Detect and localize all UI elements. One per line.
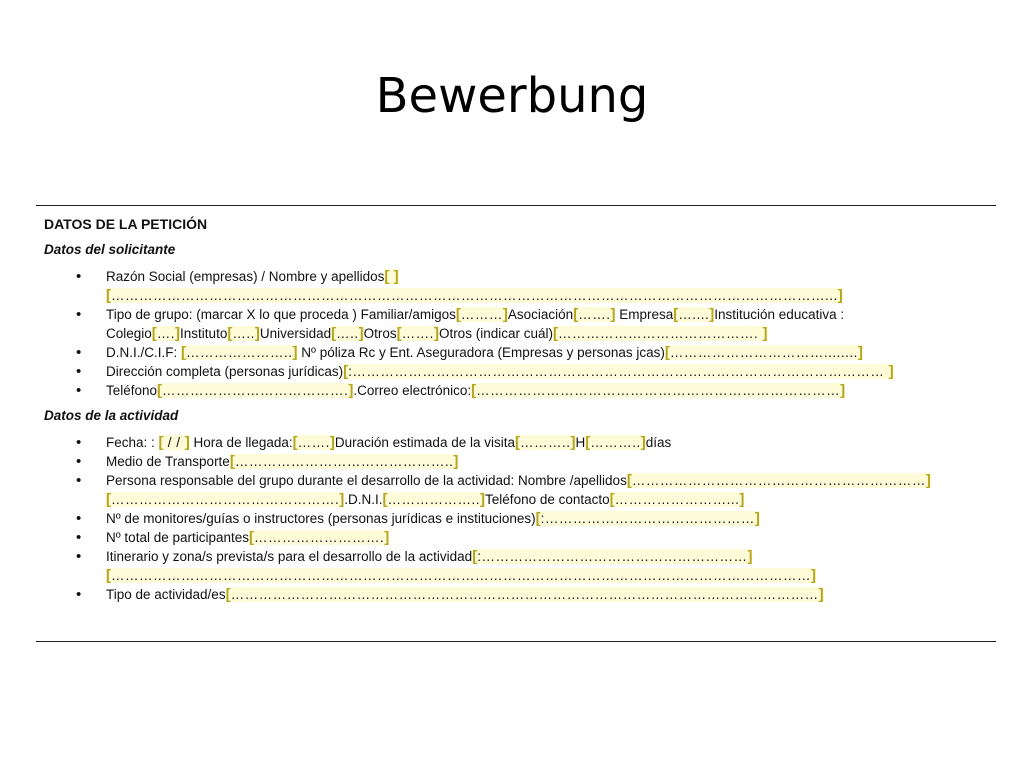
- field-bracket-close: ]: [393, 268, 399, 285]
- field-value: …....: [678, 307, 710, 322]
- field-label: Universidad: [259, 326, 332, 341]
- fill-in-field[interactable]: [249, 530, 389, 545]
- fill-in-field[interactable]: [665, 345, 863, 360]
- field-bracket-close: ]: [837, 287, 843, 304]
- field-bracket-close: ]: [254, 325, 260, 342]
- field-line: [106, 490, 994, 509]
- fill-in-field[interactable]: [627, 473, 931, 488]
- form-field-item: [106, 343, 994, 362]
- field-label: Instituto: [180, 326, 228, 341]
- field-bracket-open: [: [227, 325, 233, 342]
- field-line: [106, 471, 994, 490]
- field-value: ………………………………………………………………………………………………………………………………………...: [111, 288, 838, 303]
- field-bracket-open: [: [626, 472, 632, 489]
- field-label: Tipo de actividad/es: [106, 587, 226, 602]
- field-line: [106, 305, 994, 324]
- field-label: Colegio: [106, 326, 152, 341]
- field-value: …………………..: [186, 345, 293, 360]
- field-label: Medio de Transporte: [106, 454, 230, 469]
- form-field-item: [106, 509, 994, 528]
- fill-in-field[interactable]: [673, 307, 714, 322]
- field-value: ………………………………………………………………………………………………………………: [230, 587, 819, 602]
- fill-in-field[interactable]: [536, 511, 760, 526]
- fill-in-field[interactable]: [573, 307, 615, 322]
- field-label: días: [645, 435, 672, 450]
- form-field-item: [106, 305, 994, 343]
- field-bracket-open: [: [225, 586, 231, 603]
- field-label: Nº total de participantes: [106, 530, 250, 545]
- field-bracket-open: [: [292, 434, 298, 451]
- fill-in-field[interactable]: [610, 492, 745, 507]
- field-bracket-close: ]: [640, 434, 646, 451]
- field-label: Razón Social (empresas) / Nombre y apellidos: [106, 269, 385, 284]
- field-label: Nº póliza Rc y Ent. Aseguradora (Empresas y personas jcas): [297, 345, 665, 360]
- field-bracket-close: ]: [925, 472, 931, 489]
- field-bracket-close: ]: [709, 306, 715, 323]
- field-bracket-open: [: [249, 529, 255, 546]
- form-field-item: [106, 433, 994, 452]
- field-label: Dirección completa (personas jurídicas): [106, 364, 344, 379]
- field-bracket-close: ]: [754, 510, 760, 527]
- field-bracket-open: [: [382, 491, 388, 508]
- field-label: Fecha: :: [106, 435, 159, 450]
- field-bracket-open: [: [471, 382, 477, 399]
- field-bracket-open: [: [151, 325, 157, 342]
- fill-in-field[interactable]: [383, 492, 486, 507]
- form-body: [44, 216, 994, 612]
- field-bracket-close: ]: [811, 567, 816, 584]
- fill-in-field[interactable]: [157, 383, 353, 398]
- field-line: [106, 566, 994, 585]
- fill-in-field[interactable]: [585, 435, 646, 450]
- section-title: Datos del solicitante: [44, 242, 176, 257]
- field-bracket-close: ]: [453, 453, 459, 470]
- field-bracket-close: ]: [747, 548, 753, 565]
- field-bracket-open: [: [106, 287, 111, 304]
- fill-in-field[interactable]: [106, 492, 344, 507]
- field-bracket-close: ]: [739, 491, 745, 508]
- field-bracket-close: ]: [840, 382, 846, 399]
- field-bracket-open: [: [106, 567, 111, 584]
- field-line: [106, 324, 994, 343]
- slide-title: Bewerbung: [375, 68, 649, 124]
- field-value: :…………………………………………………: [477, 549, 748, 564]
- field-value: / /: [163, 435, 185, 450]
- field-bracket-open: [: [229, 453, 235, 470]
- fill-in-field[interactable]: [230, 454, 459, 469]
- field-value: …….: [297, 435, 330, 450]
- field-bracket-open: [: [455, 306, 461, 323]
- field-value: ………………………………………….: [111, 492, 340, 507]
- fill-in-field[interactable]: [553, 326, 768, 341]
- field-line: [106, 362, 994, 381]
- field-value: ………..: [590, 435, 641, 450]
- field-line: [106, 286, 994, 305]
- field-bracket-close: ]: [762, 325, 768, 342]
- field-label: D.N.I./C.I.F:: [106, 345, 182, 360]
- fill-in-field[interactable]: [152, 326, 180, 341]
- field-value: ………………..: [387, 492, 481, 507]
- field-bracket-open: [: [331, 325, 337, 342]
- fill-in-field[interactable]: [293, 435, 335, 450]
- field-bracket-close: ]: [888, 363, 894, 380]
- fill-in-field[interactable]: [227, 326, 260, 341]
- field-bracket-open: [: [514, 434, 520, 451]
- field-label: Duración estimada de la visita: [334, 435, 515, 450]
- field-value: :………………………………………: [540, 511, 755, 526]
- field-bracket-close: ]: [502, 306, 508, 323]
- field-value: ……………………….: [254, 530, 385, 545]
- field-bracket-open: [: [158, 434, 164, 451]
- field-bracket-open: [: [396, 325, 402, 342]
- field-label: Otros (indicar cuál): [438, 326, 553, 341]
- field-value: ………………………………….: [162, 383, 349, 398]
- field-value: ……………………………........: [669, 345, 858, 360]
- field-label: Nº de monitores/guías o instructores (personas jurídicas e instituciones): [106, 511, 536, 526]
- field-bracket-close: ]: [570, 434, 576, 451]
- fill-in-field[interactable]: [159, 435, 190, 450]
- field-bracket-close: ]: [358, 325, 364, 342]
- field-value: :……………………………………………………………………………………………………: [348, 364, 889, 379]
- field-line: [106, 433, 994, 452]
- field-bracket-open: [: [181, 344, 187, 361]
- fill-in-field[interactable]: [343, 364, 894, 379]
- field-value: ……………………………………………………………………: [476, 383, 841, 398]
- form-field-item: [106, 585, 994, 604]
- field-bracket-close: ]: [292, 344, 298, 361]
- field-label: Empresa: [615, 307, 674, 322]
- field-bracket-close: ]: [175, 325, 181, 342]
- fill-in-field[interactable]: [106, 288, 843, 303]
- field-line: [106, 547, 994, 566]
- field-bracket-close: ]: [339, 491, 345, 508]
- field-bracket-close: ]: [384, 529, 390, 546]
- form-field-item: [106, 362, 994, 381]
- field-label: Hora de llegada:: [189, 435, 293, 450]
- field-bracket-open: [: [573, 306, 579, 323]
- field-bracket-open: [: [585, 434, 591, 451]
- form-field-item: [106, 471, 994, 509]
- field-value: ………………………………………..: [234, 454, 454, 469]
- field-label: H: [575, 435, 586, 450]
- field-label: .D.N.I.: [344, 492, 383, 507]
- fill-in-field[interactable]: [472, 549, 752, 564]
- fill-in-field[interactable]: [471, 383, 845, 398]
- field-bracket-open: [: [472, 548, 478, 565]
- field-label: Itinerario y zona/s prevista/s para el desarrollo de la actividad: [106, 549, 473, 564]
- field-label: Institución educativa :: [714, 307, 845, 322]
- form-field-item: [106, 452, 994, 471]
- field-line: [106, 452, 994, 471]
- field-value: ……………………...: [614, 492, 740, 507]
- field-bracket-close: ]: [818, 586, 824, 603]
- field-list: [44, 433, 994, 604]
- fill-in-field[interactable]: [181, 345, 298, 360]
- field-bracket-open: [: [535, 510, 541, 527]
- field-value: ………: [460, 307, 503, 322]
- field-bracket-close: ]: [184, 434, 190, 451]
- field-label: Otros: [363, 326, 397, 341]
- form-field-item: [106, 528, 994, 547]
- field-bracket-open: [: [384, 268, 390, 285]
- field-label: Teléfono de contacto: [485, 492, 610, 507]
- field-line: [106, 528, 994, 547]
- field-line: [106, 585, 994, 604]
- field-label: Tipo de grupo: (marcar X lo que proceda ) Familiar/amigos: [106, 307, 456, 322]
- field-bracket-close: ]: [610, 306, 616, 323]
- form-field-item: [106, 381, 994, 400]
- field-value: …….: [401, 326, 434, 341]
- field-bracket-open: [: [673, 306, 679, 323]
- field-bracket-close: ]: [329, 434, 335, 451]
- form-sections: [44, 242, 994, 604]
- field-value: …….: [578, 307, 611, 322]
- field-label: Teléfono: [106, 383, 158, 398]
- field-value: …………………………………….: [557, 326, 763, 341]
- field-bracket-close: ]: [857, 344, 863, 361]
- field-bracket-close: ]: [348, 382, 354, 399]
- fill-in-field[interactable]: [384, 269, 398, 284]
- fill-in-field[interactable]: [106, 568, 816, 583]
- fill-in-field[interactable]: [515, 435, 576, 450]
- form-field-item: [106, 547, 994, 585]
- form-field-item: [106, 267, 994, 305]
- field-list: [44, 267, 994, 400]
- field-bracket-open: [: [552, 325, 558, 342]
- field-line: [106, 509, 994, 528]
- section-title: Datos de la actividad: [44, 408, 179, 423]
- field-label: .Correo electrónico:: [353, 383, 472, 398]
- field-bracket-open: [: [106, 491, 111, 508]
- field-bracket-open: [: [157, 382, 163, 399]
- field-value: …..: [336, 326, 359, 341]
- field-bracket-close: ]: [480, 491, 486, 508]
- field-value: ………..: [519, 435, 571, 450]
- field-line: [106, 267, 994, 286]
- field-value: ……………………………………………………………………………………………………………………………………: [111, 568, 811, 583]
- field-label: Asociación: [507, 307, 574, 322]
- field-bracket-open: [: [343, 363, 349, 380]
- field-bracket-open: [: [664, 344, 670, 361]
- field-value: …..: [232, 326, 255, 341]
- field-value: ………………………………………………………: [631, 473, 926, 488]
- field-value: ….: [156, 326, 176, 341]
- field-bracket-close: ]: [433, 325, 439, 342]
- fill-in-field[interactable]: [397, 326, 439, 341]
- field-bracket-open: [: [609, 491, 615, 508]
- field-label: Persona responsable del grupo durante el desarrollo de la actividad: Nombre /apellidos: [106, 473, 627, 488]
- form-heading: DATOS DE LA PETICIÓN: [44, 216, 208, 232]
- fill-in-field[interactable]: [456, 307, 508, 322]
- field-line: [106, 343, 994, 362]
- application-form: [36, 205, 996, 642]
- fill-in-field[interactable]: [226, 587, 824, 602]
- field-line: [106, 381, 994, 400]
- fill-in-field[interactable]: [331, 326, 364, 341]
